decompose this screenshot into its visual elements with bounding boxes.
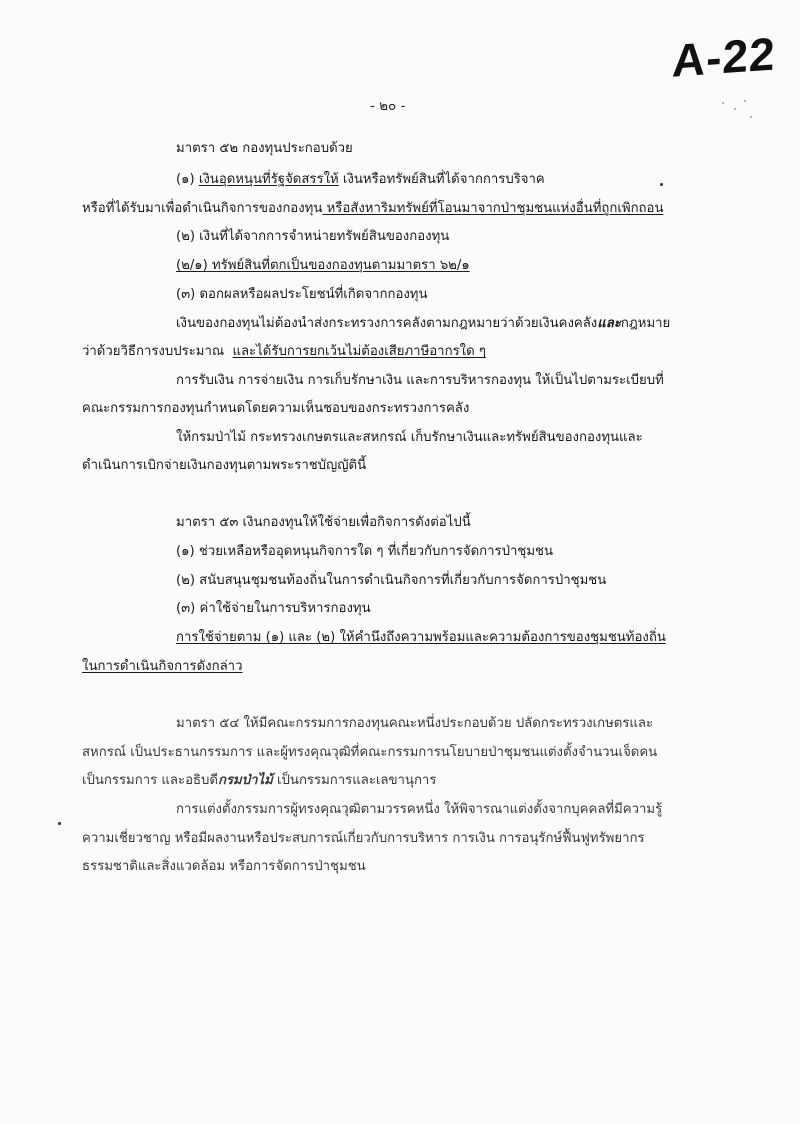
sec54-line3 — [82, 772, 436, 790]
sec52-item1-cont-underlined: หรือสังหาริมทรัพย์ที่โอนมาจากป่าชุมชนแห่งอื่นที่ถูกเพิกถอน — [322, 201, 664, 216]
handwritten-insertion: และ — [597, 316, 621, 331]
sec54-para1-line1: การแต่งตั้งกรรมการผู้ทรงคุณวุฒิตามวรรคหนึ่ง ให้พิจารณาแต่งตั้งจากบุคคลที่มีความรู้ — [176, 802, 663, 817]
sec52-item1-underlined: เงินอุดหนุนที่รัฐจัดสรรให้ — [198, 172, 339, 187]
sec53-heading: มาตรา ๕๓ เงินกองทุนให้ใช้จ่ายเพื่อกิจการดังต่อไปนี้ — [176, 515, 471, 530]
sec52-para1-line1 — [176, 315, 670, 333]
speck — [750, 116, 752, 118]
sec52-para1-b: กฎหมาย — [620, 316, 671, 331]
sec52-para2-line1: การรับเงิน การจ่ายเงิน การเก็บรักษาเงิน และการบริหารกองทุน ให้เป็นไปตามระเบียบที่ — [176, 373, 664, 388]
scan-specks — [720, 98, 760, 128]
sec53-item3: (๓) ค่าใช้จ่ายในการบริหารกองทุน — [176, 601, 371, 616]
sec54-line3-b: เป็นกรรมการและเลขานุการ — [272, 773, 437, 788]
sec52-item1-cont — [82, 200, 663, 218]
sec53-item2: (๒) สนับสนุนชุมชนท้องถิ่นในการดำเนินกิจการที่เกี่ยวกับการจัดการป่าชุมชน — [176, 573, 607, 588]
sec52-item2-1: (๒/๑) ทรัพย์สินที่ตกเป็นของกองทุนตามมาตรา ๖๒/๑ — [176, 258, 470, 273]
sec54-line2: สหกรณ์ เป็นประธานกรรมการ และผู้ทรงคุณวุฒิที่คณะกรรมการนโยบายป่าชุมชนแต่งตั้งจำนวนเจ็ดคน — [82, 745, 658, 760]
speck — [660, 183, 663, 186]
sec54-line3-a: เป็นกรรมการ และอธิบดี — [82, 773, 218, 788]
sec52-item1-cont-a: หรือที่ได้รับมาเพื่อดำเนินกิจการของกองทุน — [82, 201, 323, 216]
page-number: - ๒๐ - — [370, 98, 406, 114]
sec53-item1: (๑) ช่วยเหลือหรืออุดหนุนกิจการใด ๆ ที่เกี่ยวกับการจัดการป่าชุมชน — [176, 544, 553, 559]
handwritten-stamp: A-22 — [671, 27, 777, 87]
sec52-para2-line2: คณะกรรมการกองทุนกำหนดโดยความเห็นชอบของกระทรวงการคลัง — [82, 401, 470, 416]
sec52-item2: (๒) เงินที่ได้จากการจำหน่ายทรัพย์สินของกองทุน — [176, 229, 450, 244]
speck — [734, 108, 736, 110]
sec52-item1-rest: เงินหรือทรัพย์สินที่ได้จากการบริจาค — [338, 172, 545, 187]
sec52-para3-line1: ให้กรมป่าไม้ กระทรวงเกษตรและสหกรณ์ เก็บรักษาเงินและทรัพย์สินของกองทุนและ — [176, 430, 643, 445]
sec53-para1-line2: ในการดำเนินกิจการดังกล่าว — [82, 659, 243, 674]
speck — [722, 102, 724, 104]
sec52-para1-underlined: และได้รับการยกเว้นไม่ต้องเสียภาษีอากรใด ๆ — [232, 344, 486, 359]
sec52-heading: มาตรา ๕๒ กองทุนประกอบด้วย — [176, 141, 353, 156]
sec53-para1-line1: การใช้จ่ายตาม (๑) และ (๒) ให้คำนึงถึงความพร้อมและความต้องการของชุมชนท้องถิ่น — [176, 630, 666, 645]
handwritten-insertion: กรมป่าไม้ — [217, 773, 273, 788]
speck — [744, 100, 746, 102]
sec54-para1-line3: ธรรมชาติและสิ่งแวดล้อม หรือการจัดการป่าชุมชน — [82, 859, 366, 874]
sec52-para3-line2: ดำเนินการเบิกจ่ายเงินกองทุนตามพระราชบัญญัตินี้ — [82, 458, 367, 473]
speck — [58, 822, 61, 825]
sec52-para1-a: เงินของกองทุนไม่ต้องนำส่งกระทรวงการคลังตามกฎหมายว่าด้วยเงินคงคลัง — [176, 316, 598, 331]
sec52-item3: (๓) ดอกผลหรือผลประโยชน์ที่เกิดจากกองทุน — [176, 287, 428, 302]
sec52-item1 — [176, 171, 545, 189]
sec54-line1: มาตรา ๕๔ ให้มีคณะกรรมการกองทุนคณะหนึ่งประกอบด้วย ปลัดกระทรวงเกษตรและ — [176, 716, 654, 731]
sec52-para1-c: ว่าด้วยวิธีการงบประมาณ — [82, 344, 225, 359]
sec52-para1-line2 — [82, 343, 486, 361]
sec54-para1-line2: ความเชี่ยวชาญ หรือมีผลงานหรือประสบการณ์เกี่ยวกับการบริหาร การเงิน การอนุรักษ์ฟื้นฟูทรัพยากร — [82, 831, 645, 846]
sec52-item1-num: (๑) — [176, 172, 199, 187]
